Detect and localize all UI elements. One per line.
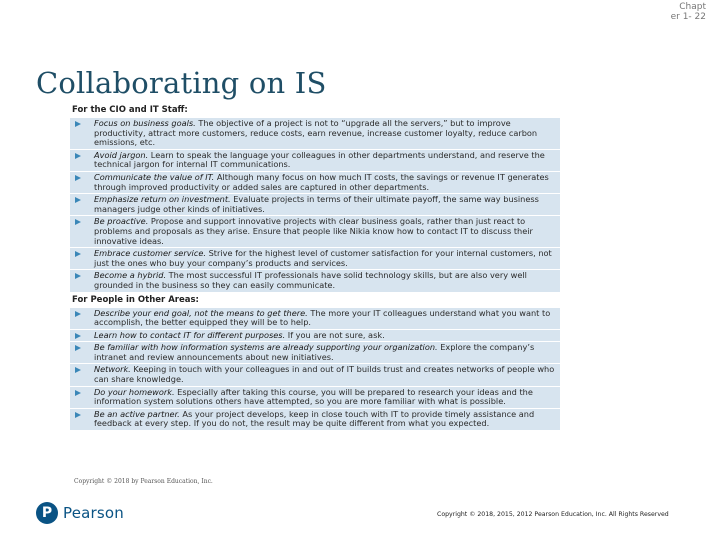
item-text: Evaluate projects in terms of their ultimate payoff, the same way business managers judge other kinds of initiatives.	[94, 194, 539, 214]
item-text: Keeping in touch with your colleagues in and out of IT builds trust and creates networks of people who can share knowledge.	[94, 364, 555, 385]
triangle-bullet-icon	[70, 216, 86, 247]
item-text: The objective of a project is not to “upgrade all the servers,” but to improve productivity, attract more customers, reduce costs, earn revenue, increase customer loyalty, reduce carbon emissions, etc.	[94, 118, 538, 148]
item-lead: Emphasize return on investment.	[94, 194, 231, 205]
other-areas-section-heading: For People in Other Areas:	[72, 294, 199, 305]
item-lead: Embrace customer service.	[94, 248, 206, 259]
list-item	[70, 194, 560, 215]
slide-title: Collaborating on IS	[36, 66, 327, 100]
list-item	[70, 216, 560, 247]
item-lead: Be an active partner.	[94, 408, 180, 419]
cio-section-heading: For the CIO and IT Staff:	[72, 105, 188, 115]
triangle-bullet-icon	[70, 172, 86, 193]
triangle-bullet-icon	[70, 118, 86, 149]
item-lead: Be familiar with how information systems are already supporting your organization.	[94, 342, 438, 353]
item-lead: Be proactive.	[94, 216, 149, 227]
item-lead: Network.	[94, 364, 131, 375]
item-lead: Describe your end goal, not the means to get there.	[94, 307, 308, 318]
item-lead: Become a hybrid.	[94, 270, 167, 281]
chapter-reference: Chapt er 1- 22	[670, 2, 706, 22]
item-text: Strive for the highest level of customer satisfaction for your internal customers, not just the ones who buy your company’s products and services.	[94, 248, 552, 268]
list-item	[70, 364, 560, 385]
triangle-bullet-icon	[70, 387, 86, 408]
item-text: Although many focus on how much IT costs, the savings or revenue IT generates through improved productivity or added sales are captured in other departments.	[94, 171, 549, 192]
figure-copyright: Copyright © 2018 by Pearson Education, Inc.	[74, 478, 213, 485]
list-item	[70, 330, 560, 342]
triangle-bullet-icon	[70, 342, 86, 363]
list-item	[70, 118, 560, 149]
footer-copyright: Copyright © 2018, 2015, 2012 Pearson Education, Inc. All Rights Reserved	[437, 511, 669, 518]
list-item	[70, 172, 560, 193]
item-text: Learn to speak the language your colleagues in other departments understand, and reserve the technical jargon for internal IT communications.	[94, 149, 545, 170]
triangle-bullet-icon	[70, 194, 86, 215]
list-item	[70, 387, 560, 408]
item-text: Especially after taking this course, you will be prepared to research your ideas and the information system solutions others have attempted, so you are more familiar with what is possible.	[94, 386, 533, 407]
item-text: The most successful IT professionals have solid technology skills, but are also very well grounded in the business so they can easily communicate.	[94, 270, 527, 290]
item-lead: Avoid jargon.	[94, 149, 149, 160]
pearson-logo	[36, 502, 124, 524]
triangle-bullet-icon	[70, 330, 86, 342]
triangle-bullet-icon	[70, 409, 86, 430]
list-item	[70, 248, 560, 269]
item-lead: Focus on business goals.	[94, 118, 196, 128]
item-lead: Communicate the value of IT.	[94, 171, 215, 182]
item-lead: Do your homework.	[94, 386, 175, 397]
list-item	[70, 409, 560, 430]
triangle-bullet-icon	[70, 364, 86, 385]
list-item	[70, 308, 560, 329]
item-text: Explore the company’s intranet and review announcements about new initiatives.	[94, 342, 535, 362]
list-item	[70, 270, 560, 291]
pearson-logo-text: Pearson	[63, 504, 124, 522]
list-item	[70, 342, 560, 363]
item-text: Propose and support innovative projects with clear business goals, rather than just react to problems and proposals as they arise. Ensure that people like Nikia know how to contact IT to discuss their innovative ideas.	[94, 216, 533, 246]
list-item	[70, 150, 560, 171]
collaboration-table	[70, 103, 560, 474]
item-lead: Learn how to contact IT for different purposes.	[94, 329, 286, 340]
item-text: The more your IT colleagues understand what you want to accomplish, the better equipped they will be to help.	[94, 307, 551, 328]
item-text: As your project develops, keep in close touch with IT to provide timely assistance and feedback at every step. If you do not, the result may be quite different from what you expected.	[94, 408, 535, 429]
pearson-logo-icon: P	[36, 502, 58, 524]
item-text: If you are not sure, ask.	[285, 329, 385, 340]
triangle-bullet-icon	[70, 248, 86, 269]
triangle-bullet-icon	[70, 308, 86, 329]
triangle-bullet-icon	[70, 270, 86, 291]
triangle-bullet-icon	[70, 150, 86, 171]
